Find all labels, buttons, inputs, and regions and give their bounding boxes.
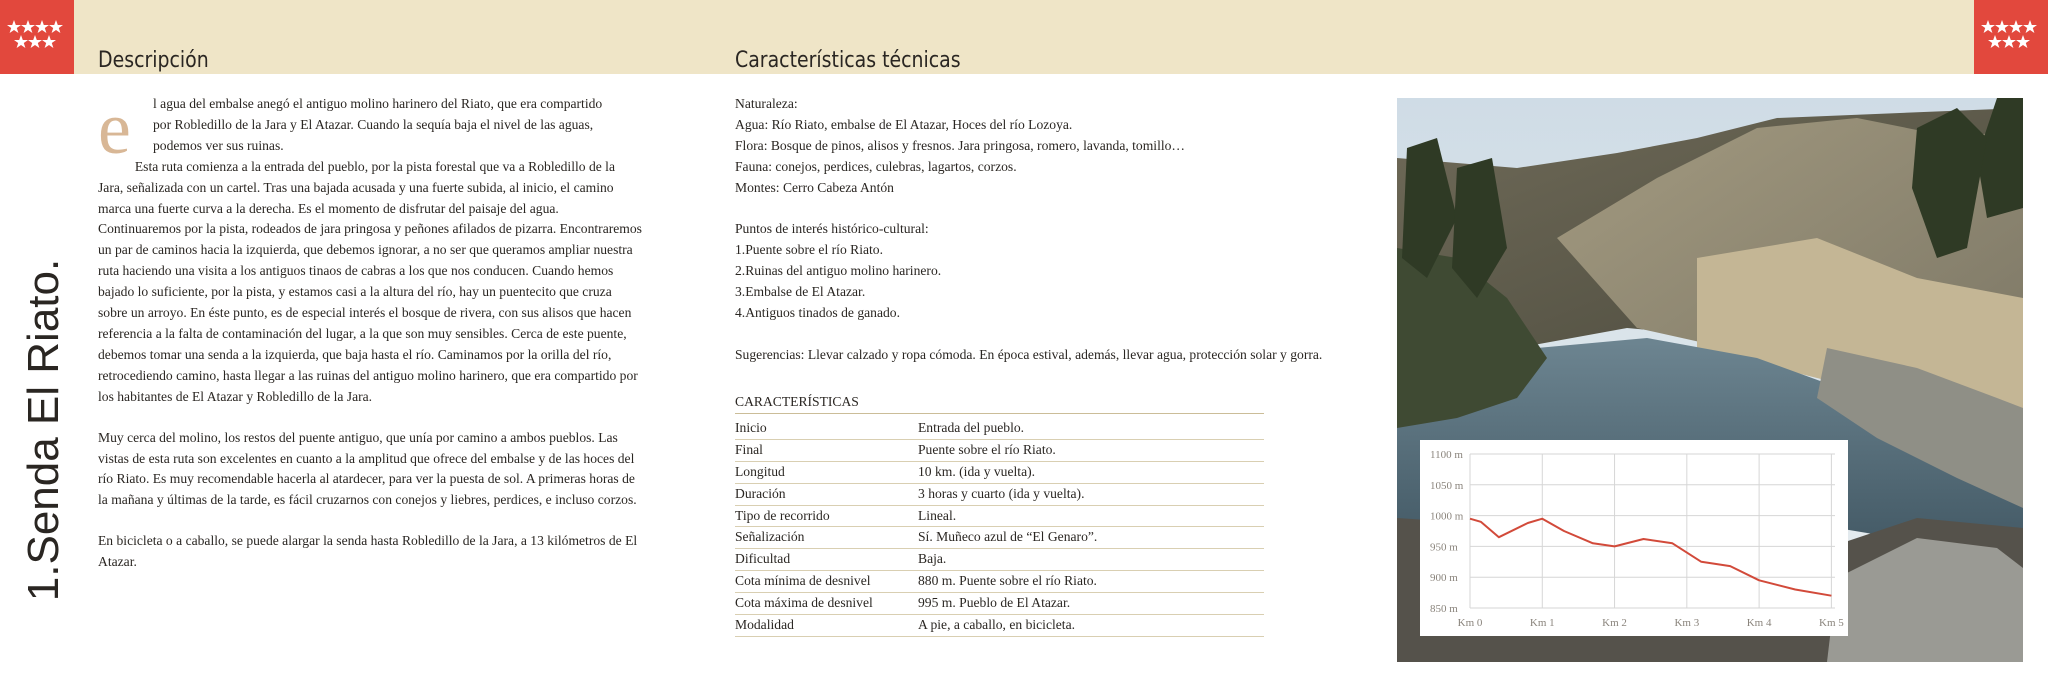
characteristics-table [735, 418, 1264, 637]
table-row [735, 418, 1264, 439]
row-key: Duración [735, 483, 918, 505]
row-key: Modalidad [735, 615, 918, 637]
intro-line: por Robledillo de la Jara y El Atazar. Cuando la sequía baja el nivel de las aguas, [153, 116, 594, 132]
row-key: Cota máxima de desnivel [735, 593, 918, 615]
row-value: Lineal. [918, 505, 1264, 527]
nature-line: Montes: Cerro Cabeza Antón [735, 179, 894, 195]
row-key: Longitud [735, 461, 918, 483]
description-heading: Descripción [98, 48, 209, 73]
y-tick-label: 950 m [1430, 541, 1458, 554]
x-tick-label: Km 3 [1674, 617, 1700, 629]
y-tick-label: 900 m [1430, 572, 1458, 585]
row-value: 10 km. (ida y vuelta). [918, 461, 1264, 483]
technical-heading: Características técnicas [735, 48, 961, 73]
technical-body [735, 94, 1335, 366]
row-key: Señalización [735, 527, 918, 549]
row-value: Sí. Muñeco azul de “El Genaro”. [918, 527, 1264, 549]
row-value: Entrada del pueblo. [918, 418, 1264, 439]
description-paragraph: En bicicleta o a caballo, se puede alargar la senda hasta Robledillo de la Jara, a 13 kilómetros de El Atazar. [98, 533, 638, 570]
table-row [735, 615, 1264, 637]
row-value: 995 m. Pueblo de El Atazar. [918, 593, 1264, 615]
table-row [735, 549, 1264, 571]
x-tick-label: Km 2 [1602, 617, 1627, 629]
points-line: 2.Ruinas del antiguo molino harinero. [735, 263, 942, 279]
elevation-chart-svg [1420, 440, 1848, 636]
row-key: Tipo de recorrido [735, 505, 918, 527]
row-key: Final [735, 439, 918, 461]
row-key: Inicio [735, 418, 918, 439]
table-row [735, 461, 1264, 483]
row-value: Puente sobre el río Riato. [918, 439, 1264, 461]
nature-line: Fauna: conejos, perdices, culebras, lagartos, corzos. [735, 158, 1017, 174]
vertical-title: 1.Senda El Riato. [19, 258, 68, 602]
nature-line: Agua: Río Riato, embalse de El Atazar, Hoces del río Lozoya. [735, 116, 1073, 132]
vertical-title-container [0, 0, 90, 686]
flag-icon-right [1974, 0, 2048, 74]
table-row [735, 505, 1264, 527]
table-row [735, 527, 1264, 549]
points-line: 4.Antiguos tinados de ganado. [735, 305, 900, 321]
row-key: Cota mínima de desnivel [735, 571, 918, 593]
x-tick-label: Km 1 [1529, 617, 1555, 629]
y-tick-label: 1000 m [1430, 510, 1464, 523]
top-band [0, 0, 2048, 74]
description-paragraph: Muy cerca del molino, los restos del puente antiguo, que unía por camino a ambos pueblos. Las vistas de esta ruta son excelentes en cuanto a la amplitud que ofrece del embalse y de las hoces del río Riato. Es muy recomendable hacerla al atardecer, para ver la puesta de sol. A primeras horas de la mañana y últimas de la tarde, es fácil cruzarnos con conejos y liebres, perdices, e incluso corzos. [98, 429, 637, 508]
row-value: Baja. [918, 549, 1264, 571]
y-tick-label: 1050 m [1430, 479, 1464, 492]
table-row [735, 571, 1264, 593]
nature-line: Naturaleza: [735, 96, 798, 111]
y-tick-label: 850 m [1430, 603, 1458, 615]
dropcap: e [98, 88, 131, 170]
description-paragraph: Esta ruta comienza a la entrada del pueblo, por la pista forestal que va a Robledillo de la Jara, señalizada con un cartel. Tras una bajada acusada y una fuerte subida, al inicio, el camino marca una fuerte curva a la derecha. Es el momento de disfrutar del paisaje del agua. Continuaremos por la pista, rodeados de jara pringosa y peñones afilados de pizarra. Encontraremos un par de caminos hacia la izquierda, que debemos ignorar, a no ser que queramos ampliar nuestra ruta haciendo una visita a los antiguos tinaos de cabras a los que nos conducen. Cuando hemos bajado lo suficiente, por la pista, y estamos casi a la altura del río, hay un puentecito que cruza sobre un arroyo. En éste punto, es de especial interés el bosque de rivera, con sus alisos que hacen referencia a la falta de contaminación del lugar, a la que son muy sensibles. Cerca de este puente, debemos tomar una senda a la izquierda, que baja hasta el río. Caminamos por la orilla del río, retrocediendo camino, hasta llegar a las ruinas del antiguo molino harinero, que era compartido por los habitantes de El Atazar y Robledillo de la Jara. [98, 158, 642, 404]
description-body [98, 88, 643, 573]
table-row [735, 439, 1264, 461]
x-tick-label: Km 0 [1457, 617, 1483, 629]
characteristics-divider [735, 413, 1264, 414]
elevation-series-line [1470, 519, 1831, 596]
points-line: Puntos de interés histórico-cultural: [735, 221, 929, 237]
table-row [735, 593, 1264, 615]
x-tick-label: Km 5 [1819, 617, 1844, 629]
elevation-profile-chart [1420, 440, 1848, 636]
row-key: Dificultad [735, 549, 918, 571]
row-value: A pie, a caballo, en bicicleta. [918, 615, 1264, 637]
y-tick-label: 1100 m [1430, 449, 1463, 461]
suggestions: Sugerencias: Llevar calzado y ropa cómoda. En época estival, además, llevar agua, protección solar y gorra. [735, 346, 1323, 362]
intro-line: podemos ver sus ruinas. [153, 137, 284, 153]
points-line: 1.Puente sobre el río Riato. [735, 242, 883, 258]
points-line: 3.Embalse de El Atazar. [735, 284, 866, 300]
row-value: 3 horas y cuarto (ida y vuelta). [918, 483, 1264, 505]
x-tick-label: Km 4 [1746, 617, 1772, 629]
table-row [735, 483, 1264, 505]
row-value: 880 m. Puente sobre el río Riato. [918, 571, 1264, 593]
characteristics-heading: CARACTERÍSTICAS [735, 394, 859, 409]
intro-line: l agua del embalse anegó el antiguo molino harinero del Riato, que era compartido [153, 96, 603, 111]
nature-line: Flora: Bosque de pinos, alisos y fresnos. Jara pringosa, romero, lavanda, tomillo… [735, 137, 1186, 153]
